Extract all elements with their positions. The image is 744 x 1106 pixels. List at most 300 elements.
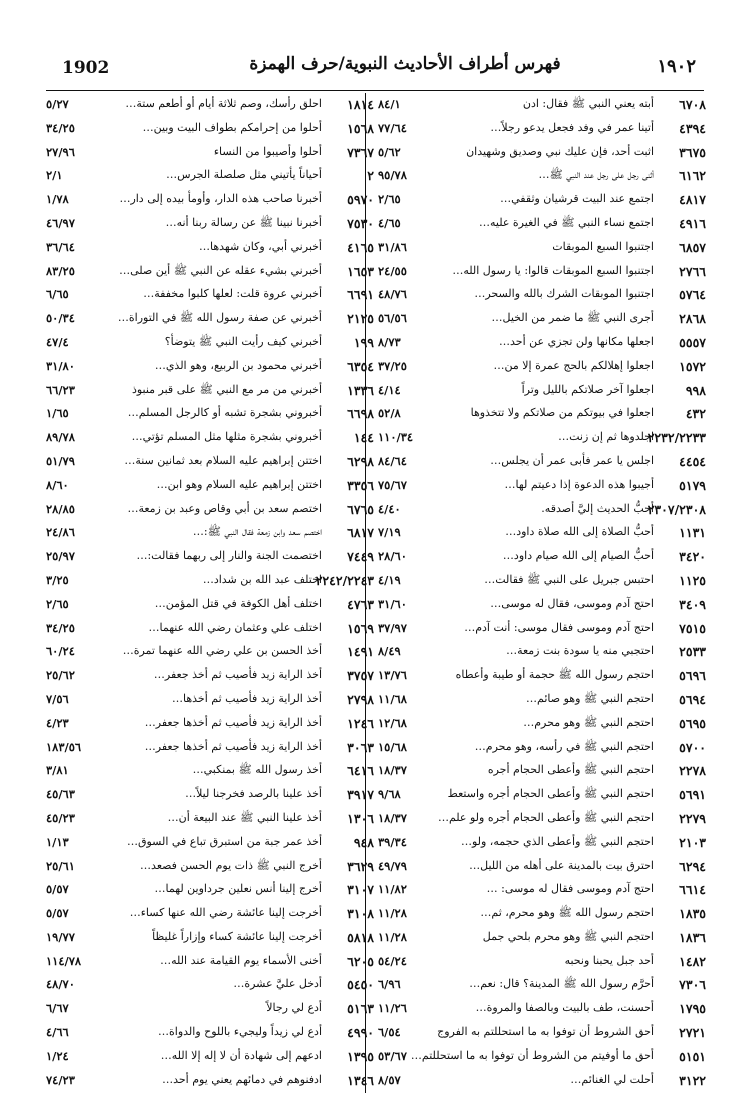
book-chapter-reference: ١١٠/٣٤ <box>378 430 414 445</box>
hadith-text: أحبُّ الصلاة إلى الله صلاة داود… <box>505 525 654 539</box>
hadith-number: ١٨١٤ <box>347 97 374 112</box>
hadith-text: أخذ عمر جبة من استبرق تباع في السوق… <box>126 834 322 848</box>
hadith-number: ٤٣٩٤ <box>679 120 706 136</box>
index-entry <box>378 736 706 760</box>
book-chapter-reference: ٨/٥٧ <box>378 1072 401 1087</box>
hadith-number: ٢٧٢١ <box>679 1025 706 1041</box>
index-entry <box>46 878 374 902</box>
hadith-number: ٧٥١٥ <box>679 620 706 636</box>
hadith-text: اختلف عبد الله بن شداد… <box>202 572 322 586</box>
hadith-text: احتجم النبي ﷺ وأعطى الحجام أجره ولو علم… <box>437 810 654 824</box>
hadith-text: أخذ الراية زيد فأصيب ثم أخذها… <box>172 691 322 705</box>
hadith-number: ٥١٥١ <box>679 1048 706 1064</box>
hadith-text: ادفنوهم في دمائهم يعني يوم أحد… <box>162 1072 322 1086</box>
hadith-text: احتجم رسول الله ﷺ حجمة أو طيبة وأعطاه <box>455 668 654 682</box>
index-entry <box>378 973 706 997</box>
book-chapter-reference: ٥/٥٧ <box>46 906 69 921</box>
hadith-text: أحق ما أوفيتم من الشروط أن توفوا به ما استحللتم… <box>410 1048 654 1062</box>
index-entry <box>378 498 706 522</box>
book-chapter-reference: ٣/٨١ <box>46 763 69 778</box>
page-header <box>46 50 704 86</box>
hadith-number: ٣١٠٨ <box>347 906 374 922</box>
hadith-text: احتبس جبريل على النبي ﷺ فقالت… <box>484 572 654 586</box>
left-column <box>46 93 374 1092</box>
book-chapter-reference: ١٢/٦٨ <box>378 715 407 730</box>
book-chapter-reference: ٢٨/٦٠ <box>378 549 407 564</box>
hadith-number: ٦٨١٧ <box>347 525 374 541</box>
index-entry <box>378 902 706 926</box>
hadith-number: ٤١٦٥ <box>347 239 374 255</box>
book-chapter-reference: ٣٧/٢٥ <box>378 358 407 373</box>
hadith-number: ٦٦٩٨ <box>347 406 374 422</box>
index-entry <box>378 236 706 260</box>
hadith-text: أتينا عمر في وفد فجعل يدعو رجلاً… <box>490 120 654 134</box>
hadith-text: أدخل عليَّ عشرة… <box>233 977 322 991</box>
index-entry <box>46 283 374 307</box>
index-entry <box>378 997 706 1021</box>
book-chapter-reference: ٦٠/٢٤ <box>46 644 75 659</box>
index-entry <box>378 617 706 641</box>
hadith-number: ١٨٣٥ <box>679 906 706 922</box>
book-chapter-reference: ٤٨/٧٦ <box>378 287 407 302</box>
book-chapter-reference: ١٨٣/٥٦ <box>46 739 82 754</box>
hadith-number: ٥٩٧٠ <box>347 192 374 208</box>
hadith-text: احتجم النبي ﷺ وأعطى الحجام أجره واستعط <box>447 787 654 801</box>
index-entry <box>46 474 374 498</box>
index-entry <box>46 831 374 855</box>
book-chapter-reference: ١١/٦٨ <box>378 691 407 706</box>
hadith-number: ٤٣٢ <box>685 406 706 422</box>
book-chapter-reference: ١/٧٨ <box>46 192 69 207</box>
index-entry <box>378 688 706 712</box>
hadith-text: احتجبي منه يا سودة بنت زمعة… <box>506 644 654 658</box>
hadith-number: ١٤٩١ <box>347 644 374 660</box>
hadith-number: ٤٩١٦ <box>679 215 706 231</box>
book-chapter-reference: ٢٥/٩٧ <box>46 549 75 564</box>
book-chapter-reference: ٨/٤٩ <box>378 644 401 659</box>
book-chapter-reference: ٤٥/٢٣ <box>46 810 75 825</box>
index-entry <box>378 831 706 855</box>
hadith-text: اجلس يا عمر فأبى عمر أن يجلس… <box>490 453 654 467</box>
hadith-number: ١٩٩ <box>353 334 374 350</box>
hadith-text: أخبرني عن صفة رسول الله ﷺ في التوراة… <box>117 311 322 325</box>
hadith-text: احتجم النبي ﷺ وأعطى الحجام أجره <box>487 763 654 777</box>
index-entry <box>46 997 374 1021</box>
hadith-number: ١٨٣٦ <box>679 929 706 945</box>
hadith-number: ١١٣١ <box>679 525 706 541</box>
book-chapter-reference: ٥٠/٣٤ <box>46 311 75 326</box>
index-entry <box>46 1045 374 1069</box>
hadith-number: ١٢٤٦ <box>347 715 374 731</box>
book-chapter-reference: ١/١٣ <box>46 834 69 849</box>
hadith-number: ٢٥٣٣ <box>679 644 706 660</box>
hadith-number: ٦٧٠٨ <box>679 97 706 112</box>
hadith-text: اختلف علي وعثمان رضي الله عنهما… <box>148 620 322 634</box>
hadith-text: اجتمع نساء النبي ﷺ في الغيرة عليه… <box>479 215 654 229</box>
book-chapter-reference: ٥١/٧٩ <box>46 453 75 468</box>
hadith-text: اختتن إبراهيم عليه السلام وهو ابن… <box>156 477 322 491</box>
hadith-text: احلق رأسك، وصم ثلاثة أيام أو أطعم ستة… <box>125 97 322 110</box>
book-chapter-reference: ٨٤/٦٤ <box>378 453 407 468</box>
hadith-number: ٦١٦٢ <box>679 168 706 184</box>
index-entry <box>378 355 706 379</box>
book-chapter-reference: ٢/٦٥ <box>46 596 69 611</box>
book-chapter-reference: ٢٨/٨٥ <box>46 501 75 516</box>
hadith-text: أخرجت إلينا عائشة رضي الله عنها كساء… <box>129 906 322 920</box>
book-chapter-reference: ٥٦/٥٦ <box>378 311 407 326</box>
book-chapter-reference: ٥/٥٧ <box>46 882 69 897</box>
book-chapter-reference: ٣٩/٣٤ <box>378 834 407 849</box>
index-entry <box>378 807 706 831</box>
index-entry <box>378 331 706 355</box>
book-chapter-reference: ١٨/٣٧ <box>378 763 407 778</box>
hadith-number: ١٥٦٩ <box>347 620 374 636</box>
hadith-text: أخذ رسول الله ﷺ بمنكبي… <box>192 763 322 777</box>
hadith-number: ٥٧٦٤ <box>679 287 706 303</box>
book-chapter-reference: ٧٧/٦٤ <box>378 120 407 135</box>
index-entry <box>378 855 706 879</box>
hadith-number: ٤٤٥٤ <box>679 453 706 469</box>
hadith-number: ٣٤٢٠ <box>679 549 706 565</box>
hadith-text: أخذ الراية زيد فأصيب ثم أخذها جعفر… <box>144 739 322 753</box>
hadith-number: ٣١٠٧ <box>347 882 374 898</box>
hadith-number: ٥٦٩٤ <box>679 691 706 707</box>
index-entry <box>46 617 374 641</box>
right-column <box>378 93 706 1092</box>
hadith-number: ٣٠٦٣ <box>347 739 374 755</box>
book-chapter-reference: ٨٣/٢٥ <box>46 263 75 278</box>
hadith-number: ٥٦٩٦ <box>679 668 706 684</box>
hadith-number: ٦٨٥٧ <box>679 239 706 255</box>
hadith-text: اختلف أهل الكوفة في قتل المؤمن… <box>154 596 322 610</box>
book-chapter-reference: ٤/١٩ <box>378 572 401 587</box>
index-entry <box>378 593 706 617</box>
hadith-text: أخبرنا نبينا ﷺ عن رسالة ربنا أنه… <box>165 215 322 229</box>
index-entry <box>46 236 374 260</box>
hadith-text: أخذ الراية زيد فأصيب ثم أخذ جعفر… <box>153 668 322 682</box>
hadith-text: أحبُّ الحديث إليَّ أصدقه. <box>541 501 654 515</box>
hadith-number: ٢٢٣٢/٢٢٣٣ <box>647 430 706 446</box>
book-chapter-reference: ٢٥/٦١ <box>46 858 75 873</box>
hadith-text: أحلوا وأصيبوا من النساء <box>213 144 322 158</box>
book-chapter-reference: ١١/٢٨ <box>378 929 407 944</box>
hadith-number: ٤٨١٧ <box>679 192 706 208</box>
hadith-text: أخرجت إلينا عائشة كساء وإزاراً غليظاً <box>152 929 322 943</box>
book-chapter-reference: ٤٩/٧٩ <box>378 858 407 873</box>
index-entry <box>378 188 706 212</box>
hadith-number: ٢٢٧٨ <box>679 763 706 779</box>
hadith-number: ٥٥٥٧ <box>679 334 706 350</box>
index-entry <box>46 450 374 474</box>
hadith-number: ١٣٣٦ <box>347 382 374 398</box>
book-chapter-reference: ٧٥/٦٧ <box>378 477 407 492</box>
hadith-text: أبته يعني النبي ﷺ فقال: ادن <box>522 97 654 110</box>
hadith-number: ٥١٦٣ <box>347 1001 374 1017</box>
hadith-number: ٣٣٥٦ <box>347 477 374 493</box>
hadith-number: ١٣٤٦ <box>347 1072 374 1088</box>
hadith-text: أحلت لي الغنائم… <box>570 1072 654 1086</box>
hadith-number: ٣٦٢٩ <box>347 858 374 874</box>
hadith-text: أخبرني من مر مع النبي ﷺ على قبر منبوذ <box>131 382 322 396</box>
book-chapter-reference: ٤٨/٧٠ <box>46 977 75 992</box>
hadith-number: ٣١٢٢ <box>679 1072 706 1088</box>
hadith-text: اختصم سعد وابن زمعة فقال النبي ﷺ:… <box>192 525 322 539</box>
header-rule <box>46 90 704 91</box>
hadith-text: أخذ علينا بالرصد فخرجنا ليلاً… <box>185 787 322 801</box>
hadith-number: ٦٦٩١ <box>347 287 374 303</box>
index-entry <box>378 426 706 450</box>
book-chapter-reference: ٤/٦٦ <box>46 1025 69 1040</box>
hadith-text: أحرَّم رسول الله ﷺ المدينة؟ قال: نعم… <box>469 977 654 991</box>
index-entry <box>46 260 374 284</box>
hadith-text: أحبُّ الصيام إلى الله صيام داود… <box>502 549 654 563</box>
hadith-text: اختتن إبراهيم عليه السلام بعد ثمانين سنة… <box>124 453 322 467</box>
hadith-number: ٧٤٤٩ <box>347 549 374 565</box>
hadith-text: أدع لي زيداً وليجيء باللوح والدواة… <box>158 1025 322 1039</box>
hadith-number: ٣٧٥٧ <box>347 668 374 684</box>
index-entry <box>46 902 374 926</box>
hadith-number: ١٥٦٨ <box>347 120 374 136</box>
hadith-text: أخذ علينا النبي ﷺ عند البيعة أن… <box>167 810 322 824</box>
index-entry <box>378 878 706 902</box>
book-chapter-reference: ٧٤/٢٣ <box>46 1072 75 1087</box>
index-entry <box>46 379 374 403</box>
index-entry <box>46 569 374 593</box>
hadith-number: ٦٧٦٥ <box>347 501 374 517</box>
hadith-text: أخذ الحسن بن علي رضي الله عنهما تمرة… <box>122 644 322 658</box>
hadith-text: ادعهم إلى شهادة أن لا إله إلا الله… <box>160 1048 322 1062</box>
book-chapter-reference: ٤/٦٥ <box>378 215 401 230</box>
hadith-number: ١٤٨٢ <box>679 953 706 969</box>
book-chapter-reference: ٥٤/٢٤ <box>378 953 407 968</box>
index-entry <box>46 759 374 783</box>
index-entry <box>46 855 374 879</box>
index-entry <box>46 664 374 688</box>
book-chapter-reference: ٣١/٦٠ <box>378 596 407 611</box>
index-entry <box>378 545 706 569</box>
book-chapter-reference: ٦/٩٦ <box>378 977 401 992</box>
book-chapter-reference: ٩/٦٨ <box>378 787 401 802</box>
hadith-number: ٢٢٧٩ <box>679 810 706 826</box>
book-chapter-reference: ٢٧/٩٦ <box>46 144 75 159</box>
book-chapter-reference: ٥/٢٧ <box>46 97 69 111</box>
page-number-arabic: ١٩٠٢ <box>657 56 696 77</box>
book-chapter-reference: ١/٢٤ <box>46 1048 69 1063</box>
index-entry <box>378 307 706 331</box>
hadith-number: ٢٢٤٢/٢٢٤٣ <box>315 572 374 588</box>
hadith-text: أدع لي رجالاً <box>266 1001 322 1015</box>
hadith-number: ٤٧٦٣ <box>347 596 374 612</box>
hadith-number: ٧٣٦٧ <box>347 144 374 160</box>
page-title: فهرس أطراف الأحاديث النبوية/حرف الهمزة <box>249 54 561 74</box>
index-entry <box>378 926 706 950</box>
index-entry <box>378 402 706 426</box>
book-chapter-reference: ٤٦/٩٧ <box>46 215 75 230</box>
hadith-text: احتجم النبي ﷺ في رأسه، وهو محرم… <box>474 739 654 753</box>
book-chapter-reference: ٨٤/١ <box>378 97 401 111</box>
hadith-text: أجيبوا هذه الدعوة إذا دعيتم لها… <box>504 477 654 491</box>
book-chapter-reference: ٤٧/٤ <box>46 334 69 349</box>
hadith-number: ٦٢٩٨ <box>347 453 374 469</box>
index-entry <box>46 164 374 188</box>
index-entry <box>378 1021 706 1045</box>
index-entry <box>378 664 706 688</box>
index-entry <box>378 283 706 307</box>
hadith-text: أجرى النبي ﷺ ما ضمر من الخيل… <box>491 311 654 325</box>
book-chapter-reference: ١١/٢٨ <box>378 906 407 921</box>
hadith-number: ٢٧٦٦ <box>679 263 706 279</box>
index-entry <box>46 117 374 141</box>
book-chapter-reference: ٤/٤٠ <box>378 501 401 516</box>
index-entry <box>378 260 706 284</box>
hadith-text: أخبرنا صاحب هذه الدار، وأومأ بيده إلى دار… <box>119 192 322 206</box>
hadith-number: ٥٨١٨ <box>347 929 374 945</box>
hadith-number: ٦٤١٦ <box>347 763 374 779</box>
hadith-text: أخبروني بشجرة مثلها مثل المسلم تؤتي… <box>131 430 322 444</box>
book-chapter-reference: ٣١/٨٠ <box>46 358 75 373</box>
index-entry <box>46 212 374 236</box>
book-chapter-reference: ٤/١٤ <box>378 382 401 397</box>
book-chapter-reference: ٦/٦٧ <box>46 1001 69 1016</box>
index-entry <box>46 736 374 760</box>
index-entry <box>46 807 374 831</box>
book-chapter-reference: ٣٧/٩٧ <box>378 620 407 635</box>
hadith-text: أخذ الراية زيد فأصيب ثم أخذها جعفر… <box>144 715 322 729</box>
hadith-text: أخرج إلينا أنس نعلين جرداوين لهما… <box>154 882 322 896</box>
index-entry <box>378 93 706 117</box>
index-entry <box>46 593 374 617</box>
index-entry <box>46 1069 374 1093</box>
index-entry <box>378 141 706 165</box>
hadith-number: ١٧٩٥ <box>679 1001 706 1017</box>
hadith-text: أخبرني كيف رأيت النبي ﷺ يتوضأ؟ <box>164 334 322 348</box>
hadith-number: ٤٩٩٠ <box>347 1025 374 1041</box>
hadith-number: ١٤٤ <box>353 430 374 446</box>
index-entry <box>46 93 374 117</box>
book-chapter-reference: ٢٤/٨٦ <box>46 525 75 540</box>
hadith-number: ١٣٩٥ <box>347 1048 374 1064</box>
hadith-text: اثبت أحد، فإن عليك نبي وصديق وشهيدان <box>466 144 654 158</box>
index-entry <box>378 212 706 236</box>
hadith-number: ٢١٠٣ <box>679 834 706 850</box>
hadith-number: ٣٩١٧ <box>347 787 374 803</box>
index-entry <box>46 402 374 426</box>
hadith-number: ١٣٠٦ <box>347 810 374 826</box>
book-chapter-reference: ١/٦٥ <box>46 406 69 421</box>
index-entry <box>46 331 374 355</box>
book-chapter-reference: ٧/١٩ <box>378 525 401 540</box>
book-chapter-reference: ٣٤/٢٥ <box>46 620 75 635</box>
hadith-number: ٥٧٠٠ <box>679 739 706 755</box>
hadith-text: أخنى الأسماء يوم القيامة عند الله… <box>160 953 322 967</box>
index-entry <box>378 1069 706 1093</box>
index-entry <box>378 712 706 736</box>
book-chapter-reference: ١٨/٣٧ <box>378 810 407 825</box>
hadith-text: اجعلها مكانها ولن تجزي عن أحد… <box>499 334 654 348</box>
index-entry <box>378 164 706 188</box>
hadith-text: أحلوا من إحرامكم بطواف البيت وبين… <box>142 120 322 134</box>
index-entry <box>46 307 374 331</box>
hadith-number: ٩٩٨ <box>685 382 706 398</box>
index-entry <box>378 783 706 807</box>
book-chapter-reference: ٣/٢٥ <box>46 572 69 587</box>
hadith-number: ٣٤٠٩ <box>679 596 706 612</box>
hadith-text: احتجم النبي ﷺ وهو محرم بلحي جمل <box>482 929 654 943</box>
book-chapter-reference: ٥٢/٨ <box>378 406 401 421</box>
book-chapter-reference: ١٣/٧٦ <box>378 668 407 683</box>
hadith-number: ١١٢٥ <box>679 572 706 588</box>
hadith-text: أخبرني عروة قلت: لعلها كلبوا مخففة… <box>143 287 322 301</box>
index-entry <box>46 188 374 212</box>
book-chapter-reference: ١٥/٦٨ <box>378 739 407 754</box>
index-entry <box>46 640 374 664</box>
book-chapter-reference: ٢/٦٥ <box>378 192 401 207</box>
book-chapter-reference: ٢/١ <box>46 168 63 183</box>
index-entry <box>46 426 374 450</box>
book-chapter-reference: ٣٤/٢٥ <box>46 120 75 135</box>
book-chapter-reference: ١١/٢٦ <box>378 1001 407 1016</box>
book-chapter-reference: ١٩/٧٧ <box>46 929 75 944</box>
hadith-text: أخبرني محمود بن الربيع، وهو الذي… <box>154 358 322 372</box>
index-entry <box>46 712 374 736</box>
index-entry <box>46 141 374 165</box>
index-entry <box>378 569 706 593</box>
book-chapter-reference: ٧/٥٦ <box>46 691 69 706</box>
hadith-number: ٥١٧٩ <box>679 477 706 493</box>
hadith-number: ١٥٧٢ <box>679 358 706 374</box>
index-entry <box>46 926 374 950</box>
book-chapter-reference: ٢٥/٦٢ <box>46 668 75 683</box>
hadith-number: ٦٢٩٤ <box>679 858 706 874</box>
book-chapter-reference: ٨/٧٣ <box>378 334 401 349</box>
index-entry <box>378 759 706 783</box>
hadith-number: ٩٤٨ <box>353 834 374 850</box>
index-entry <box>378 117 706 141</box>
index-entry <box>46 498 374 522</box>
hadith-number: ٢٣٠٧/٢٣٠٨ <box>647 501 706 517</box>
book-chapter-reference: ٦/٦٥ <box>46 287 69 302</box>
book-chapter-reference: ٢٤/٥٥ <box>378 263 407 278</box>
hadith-text: أخرج النبي ﷺ ذات يوم الحسن فصعد… <box>140 858 322 872</box>
book-chapter-reference: ٤٥/٦٣ <box>46 787 75 802</box>
hadith-text: احتجم النبي ﷺ وهو محرم… <box>523 715 654 729</box>
index-entry <box>46 355 374 379</box>
hadith-text: أحق الشروط أن توفوا به ما استحللتم به الفروج <box>437 1025 654 1039</box>
hadith-number: ٥٤٥٠ <box>347 977 374 993</box>
hadith-text: أحسنت، طف بالبيت وبالصفا والمروة… <box>475 1001 654 1015</box>
hadith-number: ٥٦٩٥ <box>679 715 706 731</box>
book-chapter-reference: ٥/٦٢ <box>378 144 401 159</box>
book-chapter-reference: ٤/٢٣ <box>46 715 69 730</box>
hadith-text: أخبرني أبي، وكان شهدها… <box>199 239 322 253</box>
book-chapter-reference: ٨/٦٠ <box>46 477 69 492</box>
hadith-number: ٢ <box>367 168 374 184</box>
hadith-number: ٢٧٩٨ <box>347 691 374 707</box>
index-entry <box>46 783 374 807</box>
book-chapter-reference: ٣٦/٦٤ <box>46 239 75 254</box>
hadith-text: احترق بيت بالمدينة على أهله من الليل… <box>469 858 654 872</box>
hadith-text: احتجم رسول الله ﷺ وهو محرم، ثم… <box>480 906 654 920</box>
hadith-number: ٦٣٥٤ <box>347 358 374 374</box>
hadith-text: احتج آدم وموسى فقال له موسى: … <box>486 882 654 896</box>
hadith-text: اجتنبوا الموبقات الشرك بالله والسحر… <box>474 287 654 301</box>
hadith-number: ٢٨٦٨ <box>679 311 706 327</box>
hadith-text: اختصمت الجنة والنار إلى ربهما فقالت:… <box>136 549 322 563</box>
page-number-latin: 1902 <box>62 58 110 78</box>
index-entry <box>46 545 374 569</box>
index-entry <box>378 521 706 545</box>
book-chapter-reference: ٦٦/٢٣ <box>46 382 75 397</box>
